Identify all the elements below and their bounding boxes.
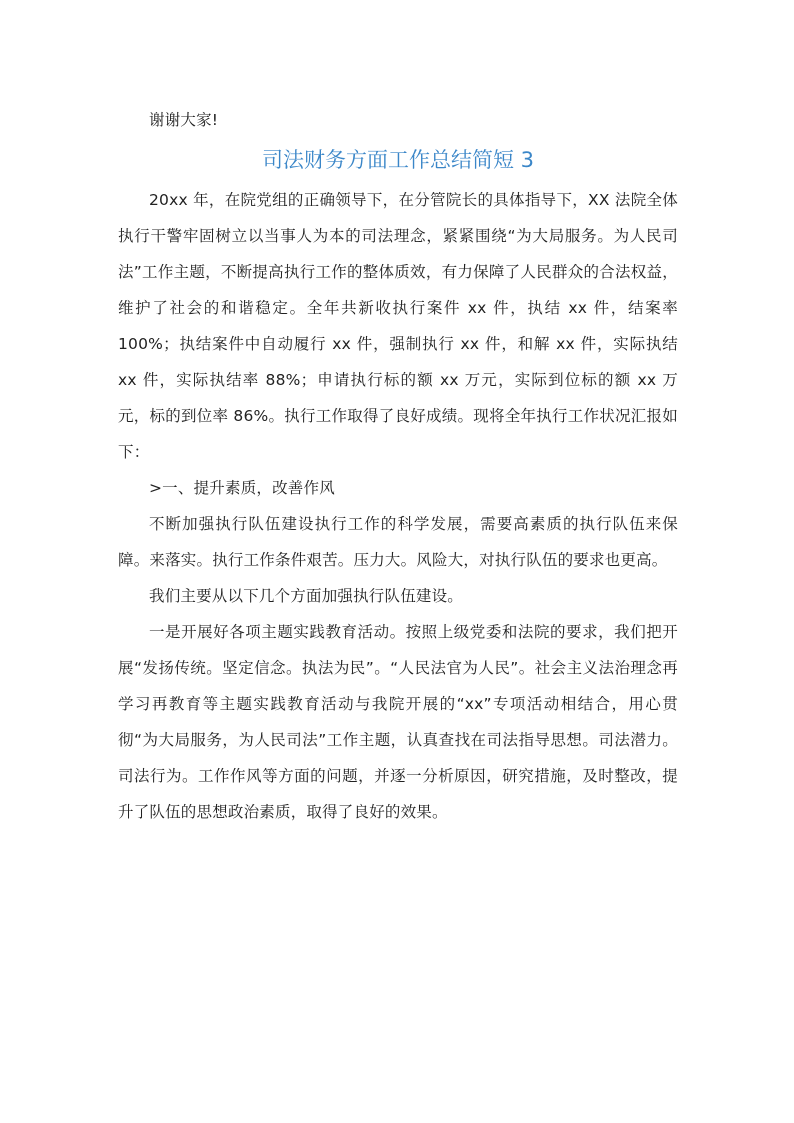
document-content: [118, 102, 678, 830]
closing-line: 谢谢大家!: [149, 111, 219, 129]
paragraph-education: 一是开展好各项主题实践教育活动。按照上级党委和法院的要求，我们把开展“发扬传统。坚定信念。执法为民”。“人民法官为人民”。社会主义法治理念再学习再教育等主题实践教育活动与我院开展的“xx”专项活动相结合，用心贯彻“为大局服务，为人民司法”工作主题，认真查找在司法指导思想。司法潜力。司法行为。工作作风等方面的问题，并逐一分析原因，研究措施，及时整改，提升了队伍的思想政治素质，取得了良好的效果。: [118, 623, 678, 821]
section-heading: >一、提升素质，改善作风: [149, 479, 335, 497]
section-title: 司法财务方面工作总结简短 3: [261, 148, 535, 172]
paragraph-aspects: 我们主要从以下几个方面加强执行队伍建设。: [149, 587, 464, 605]
paragraph-team-building: 不断加强执行队伍建设执行工作的科学发展，需要高素质的执行队伍来保障。来落实。执行工作条件艰苦。压力大。风险大，对执行队伍的要求也更高。: [118, 515, 678, 569]
paragraph-intro: 20xx 年，在院党组的正确领导下，在分管院长的具体指导下，XX 法院全体执行干警牢固树立以当事人为本的司法理念，紧紧围绕“为大局服务。为人民司法”工作主题，不断提高执行工作的整体质效，有力保障了人民群众的合法权益，维护了社会的和谐稳定。全年共新收执行案件 xx 件，执结 xx 件，结案率 100%；执结案件中自动履行 xx 件，强制执行 xx 件，和解 xx 件，实际执结 xx 件，实际执结率 88%；申请执行标的额 xx 万元，实际到位标的额 xx 万元，标的到位率 86%。执行工作取得了良好成绩。现将全年执行工作状况汇报如下：: [118, 191, 678, 461]
